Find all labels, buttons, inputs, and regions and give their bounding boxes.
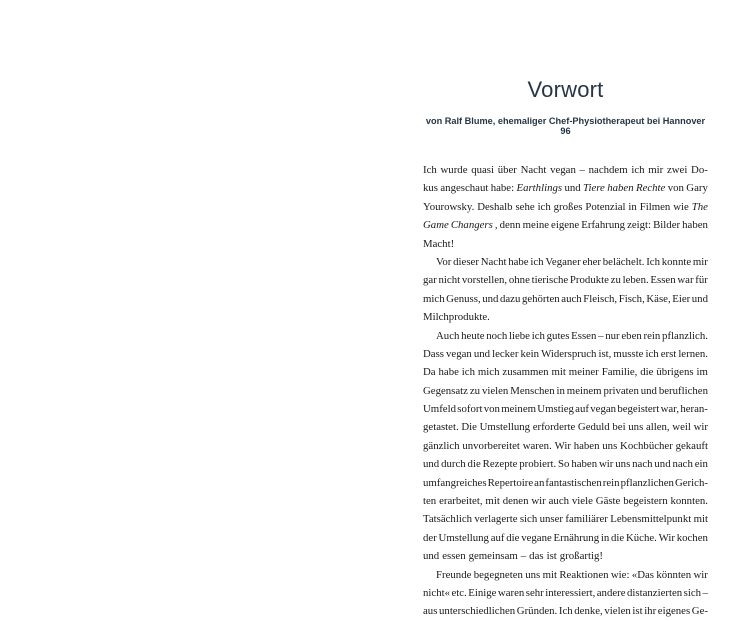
word: denn xyxy=(499,219,521,232)
word: heute xyxy=(461,329,485,342)
word: nach xyxy=(672,458,693,471)
word: Nacht xyxy=(520,164,547,176)
word: der xyxy=(423,531,437,544)
word: die xyxy=(467,458,481,471)
word: Gegensatz xyxy=(423,384,468,397)
word: nicht xyxy=(438,274,461,287)
word: zu xyxy=(469,384,481,397)
word: erst xyxy=(660,347,677,360)
word: Tiere xyxy=(583,182,605,195)
word: ohne xyxy=(508,274,530,287)
word: Do- xyxy=(691,164,708,176)
word: Deshalb xyxy=(477,200,513,213)
word: eigenes xyxy=(657,605,691,618)
text-line xyxy=(423,474,708,492)
text-line xyxy=(423,179,708,197)
word: ist, xyxy=(598,347,612,360)
word: So xyxy=(558,458,570,471)
word: zu xyxy=(610,274,621,287)
word: noch xyxy=(486,329,508,342)
word: begeistert xyxy=(617,403,660,416)
word: Umfeld xyxy=(423,403,456,416)
word: denke, xyxy=(574,605,603,618)
text-line xyxy=(423,529,708,547)
word: unterschiedlichen xyxy=(439,605,516,618)
word: Lebensmittelpunkt xyxy=(610,513,692,526)
word: Kochbücher xyxy=(620,439,673,452)
word: von xyxy=(667,182,684,195)
word: war, xyxy=(660,403,680,416)
text-line xyxy=(423,161,708,179)
word: in xyxy=(628,200,637,213)
text-line xyxy=(423,308,708,326)
word: und xyxy=(473,347,491,360)
word: haben xyxy=(573,439,600,452)
word: unser xyxy=(539,513,563,526)
word: uns xyxy=(602,439,618,452)
word: Umstellung xyxy=(438,531,489,544)
word: und xyxy=(482,292,499,305)
word: haben xyxy=(682,219,708,232)
word: konnten. xyxy=(670,495,708,508)
text-line xyxy=(423,216,708,234)
word: habe xyxy=(508,255,529,268)
word: etc. xyxy=(451,586,467,599)
text-line xyxy=(423,382,708,400)
word: Changers xyxy=(450,219,493,232)
word: sehe xyxy=(515,200,535,213)
word: – xyxy=(702,586,708,599)
word: mit xyxy=(542,568,557,581)
word: Erfahrung xyxy=(581,219,626,232)
word: waren xyxy=(497,586,525,599)
word: ein xyxy=(694,458,708,471)
word: begegneten xyxy=(473,568,523,581)
word: Gründen. xyxy=(516,605,558,618)
word: Auch xyxy=(436,329,460,342)
word: mit xyxy=(485,495,500,508)
text-line xyxy=(423,547,708,565)
word: und xyxy=(423,458,440,471)
word: gekauft xyxy=(675,439,708,452)
word: verlagerte xyxy=(474,513,518,526)
word: mir xyxy=(648,164,664,176)
word: bei xyxy=(612,421,626,434)
word: Freunde xyxy=(436,568,472,581)
word: übrigens xyxy=(656,366,694,379)
word: begeistern xyxy=(623,495,668,508)
word: Essen xyxy=(571,329,597,342)
word: ich xyxy=(531,329,545,342)
text-line xyxy=(423,437,708,455)
word: waren. xyxy=(522,439,552,452)
word: meine xyxy=(522,219,550,232)
word: die xyxy=(506,531,520,544)
text-line xyxy=(423,584,708,602)
word: dazu xyxy=(499,292,521,305)
text-line xyxy=(423,253,708,271)
chapter-title: Vorwort xyxy=(527,76,604,102)
word: wir xyxy=(531,495,546,508)
word: habe: xyxy=(490,182,515,195)
word: leben. xyxy=(622,274,649,287)
word: – xyxy=(598,329,604,342)
word: für xyxy=(695,274,708,287)
word: eher xyxy=(582,255,602,268)
word: ich xyxy=(461,366,475,379)
word: ist xyxy=(546,550,557,563)
word: vegan xyxy=(590,403,617,416)
text-line xyxy=(423,400,708,418)
word: , xyxy=(494,219,498,232)
word: in xyxy=(556,384,565,397)
text-line xyxy=(423,363,708,381)
word: interessiert, xyxy=(545,586,596,599)
word: vegane xyxy=(521,531,552,544)
word: gehörten xyxy=(521,292,560,305)
word: mit xyxy=(693,513,708,526)
word: mir xyxy=(692,255,708,268)
word: nicht« xyxy=(423,586,450,599)
text-line xyxy=(423,418,708,436)
word: Veganer xyxy=(545,255,581,268)
word: pflanzlichen xyxy=(620,476,674,489)
word: großes xyxy=(553,200,583,213)
word: Essen xyxy=(650,274,676,287)
word: rein xyxy=(602,476,620,489)
word: unvorbereitet xyxy=(462,439,520,452)
text-line xyxy=(423,235,708,253)
word: heran- xyxy=(680,403,708,416)
word: lernen. xyxy=(678,347,708,360)
word: Ich xyxy=(646,255,660,268)
word: wir xyxy=(693,421,708,434)
word: belächelt. xyxy=(602,255,645,268)
word: ich xyxy=(631,164,645,176)
word: wir xyxy=(693,568,708,581)
word: The xyxy=(691,200,708,213)
book-page xyxy=(423,0,708,618)
word: Gary xyxy=(686,182,708,195)
word: habe xyxy=(438,366,459,379)
word: Bilder xyxy=(653,219,681,232)
word: aus xyxy=(423,605,438,618)
word: Tatsächlich xyxy=(423,513,473,526)
word: Macht! xyxy=(423,237,455,250)
word: Earthlings xyxy=(516,182,563,195)
word: Potenzial xyxy=(585,200,626,213)
word: Umstellung xyxy=(479,421,531,434)
word: erforderte xyxy=(532,421,576,434)
word: meinem xyxy=(501,403,537,416)
word: Produkte xyxy=(569,274,609,287)
word: Gäste xyxy=(595,495,621,508)
word: Wir xyxy=(554,439,571,452)
text-line xyxy=(423,327,708,345)
word: kein xyxy=(520,347,540,360)
word: im xyxy=(696,366,708,379)
word: sich xyxy=(683,586,702,599)
word: Yourowsky. xyxy=(423,200,475,213)
word: Genuss, xyxy=(446,292,481,305)
word: ich xyxy=(645,347,659,360)
word: an xyxy=(534,476,545,489)
word: Rechte xyxy=(635,182,666,195)
word: in xyxy=(600,531,610,544)
word: Gerich- xyxy=(674,476,708,489)
text-line xyxy=(423,271,708,289)
word: über xyxy=(497,164,517,176)
word: das xyxy=(529,550,544,563)
word: andere xyxy=(596,586,626,599)
word: «Das xyxy=(631,568,654,581)
word: Käse, xyxy=(646,292,671,305)
word: vielen xyxy=(481,384,509,397)
word: und xyxy=(691,292,708,305)
word: gar xyxy=(423,274,437,287)
word: großartig! xyxy=(559,550,603,563)
text-line xyxy=(423,510,708,528)
word: Vor xyxy=(436,255,452,268)
word: erarbeitet, xyxy=(439,495,483,508)
word: wie xyxy=(673,200,689,213)
text-line xyxy=(423,455,708,473)
word: kochen xyxy=(676,531,708,544)
word: kus xyxy=(423,182,438,195)
word: allen, xyxy=(645,421,670,434)
word: – xyxy=(520,550,527,563)
word: distanzierten xyxy=(627,586,683,599)
word: Die xyxy=(461,421,477,434)
word: Nacht xyxy=(480,255,507,268)
word: könnten xyxy=(656,568,692,581)
word: getastet. xyxy=(423,421,459,434)
word: eigene xyxy=(551,219,580,232)
word: mich xyxy=(423,292,445,305)
word: Umstieg xyxy=(537,403,574,416)
word: Ich xyxy=(558,605,573,618)
word: Eier xyxy=(672,292,691,305)
word: meiner xyxy=(568,366,599,379)
word: Game xyxy=(423,219,449,232)
word: lecker xyxy=(492,347,519,360)
word: sofort xyxy=(457,403,483,416)
word: sich xyxy=(519,513,538,526)
word: nachdem xyxy=(588,164,628,176)
word: gutes xyxy=(546,329,570,342)
word: war xyxy=(677,274,694,287)
word: privaten xyxy=(603,384,639,397)
word: eben xyxy=(621,329,642,342)
word: Ich xyxy=(423,164,437,176)
word: von xyxy=(483,403,500,416)
word: zwei xyxy=(666,164,688,176)
chapter-subtitle: von Ralf Blume, ehemaliger Chef-Physiotherapeut bei Hannover 96 xyxy=(425,116,706,136)
word: Einige xyxy=(468,586,497,599)
word: die xyxy=(611,531,625,544)
word: Geduld xyxy=(577,421,610,434)
word: die xyxy=(640,366,654,379)
word: und xyxy=(654,458,671,471)
word: wie: xyxy=(610,568,630,581)
word: ich xyxy=(537,200,551,213)
word: gänzlich xyxy=(423,439,460,452)
body-text xyxy=(423,161,708,621)
word: Wir xyxy=(658,531,675,544)
word: meinem xyxy=(566,384,602,397)
text-line xyxy=(423,566,708,584)
word: Ernährung xyxy=(553,531,600,544)
word: durch xyxy=(441,458,466,471)
word: zusammen xyxy=(502,366,549,379)
word: Reaktionen xyxy=(559,568,609,581)
word: ihr xyxy=(644,605,657,618)
word: viele xyxy=(571,495,593,508)
text-line xyxy=(423,290,708,308)
word: uns xyxy=(615,458,631,471)
word: wir xyxy=(598,458,614,471)
word: ist xyxy=(632,605,643,618)
word: – xyxy=(579,164,585,176)
word: probiert. xyxy=(519,458,557,471)
word: Fisch, xyxy=(618,292,645,305)
word: haben xyxy=(571,458,598,471)
word: Rezepte xyxy=(482,458,518,471)
word: vorstellen, xyxy=(461,274,508,287)
text-line xyxy=(423,602,708,620)
word: auch xyxy=(561,292,582,305)
word: Ge- xyxy=(691,605,708,618)
word: liebe xyxy=(508,329,530,342)
word: Küche. xyxy=(625,531,657,544)
word: gemeinsam xyxy=(468,550,518,563)
word: Widerspruch xyxy=(541,347,597,360)
word: Fleisch, xyxy=(583,292,618,305)
word: Familie, xyxy=(601,366,638,379)
word: und xyxy=(640,384,657,397)
word: Milchprodukte. xyxy=(423,311,490,324)
word: konnte xyxy=(661,255,692,268)
word: Da xyxy=(423,366,436,379)
word: angeschaut xyxy=(440,182,489,195)
word: Repertoire xyxy=(487,476,534,489)
word: und xyxy=(564,182,581,195)
word: Menschen xyxy=(510,384,555,397)
word: Dass xyxy=(423,347,444,360)
word: vegan xyxy=(446,347,472,360)
word: wurde xyxy=(440,164,468,176)
text-line xyxy=(423,345,708,363)
word: auch xyxy=(548,495,570,508)
word: sehr xyxy=(525,586,544,599)
word: rein xyxy=(643,329,661,342)
word: beruflichen xyxy=(658,384,708,397)
word: fantastischen xyxy=(545,476,602,489)
word: und xyxy=(423,550,440,563)
word: nach xyxy=(632,458,653,471)
word: ten xyxy=(423,495,437,508)
word: vielen xyxy=(604,605,631,618)
word: uns xyxy=(628,421,644,434)
word: auf xyxy=(575,403,589,416)
word: pflanzlich. xyxy=(662,329,708,342)
word: uns xyxy=(525,568,541,581)
word: mit xyxy=(551,366,566,379)
word: weil xyxy=(672,421,691,434)
word: Filmen xyxy=(639,200,671,213)
word: essen xyxy=(442,550,466,563)
word: vegan xyxy=(550,164,576,176)
word: tierische xyxy=(531,274,569,287)
word: musste xyxy=(613,347,644,360)
word: ich xyxy=(530,255,544,268)
text-line xyxy=(423,492,708,510)
word: mich xyxy=(477,366,500,379)
word: familiärer xyxy=(565,513,608,526)
word: zeigt: xyxy=(627,219,652,232)
word: nur xyxy=(605,329,620,342)
word: dieser xyxy=(453,255,479,268)
word: umfangreiches xyxy=(423,476,487,489)
word: haben xyxy=(607,182,634,195)
word: auf xyxy=(490,531,505,544)
word: quasi xyxy=(471,164,494,176)
word: denen xyxy=(502,495,529,508)
text-line xyxy=(423,198,708,216)
